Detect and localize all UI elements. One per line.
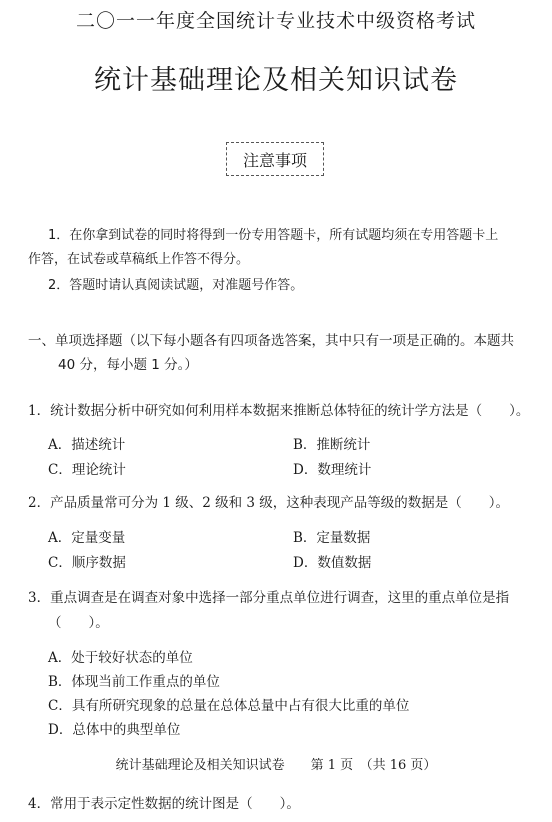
- notice-title-box: [226, 142, 324, 176]
- question-2-option-c: C．顺序数据: [48, 555, 126, 571]
- section-1-heading-line-2: 40 分，每小题 1 分。）: [58, 357, 198, 373]
- question-1-option-b: B．推断统计: [293, 437, 371, 453]
- exam-name-header: 二〇一一年度全国统计专业技术中级资格考试: [75, 10, 476, 32]
- question-2-option-a: A．定量变量: [48, 530, 126, 546]
- question-2-option-d: D．数值数据: [293, 555, 372, 571]
- paper-title: 统计基础理论及相关知识试卷: [94, 65, 458, 96]
- notice-title: 注意事项: [242, 150, 307, 170]
- notice-item-1-line-2: 作答，在试卷或草稿纸上作答不得分。: [28, 252, 250, 267]
- question-2-stem: 2．产品质量常可分为 1 级、2 级和 3 级，这种表现产品等级的数据是（ ）。: [28, 495, 510, 511]
- question-2-option-b: B．定量数据: [293, 530, 371, 546]
- question-1-option-d: D．数理统计: [293, 462, 372, 478]
- question-1-option-a: A．描述统计: [48, 437, 126, 453]
- notice-item-1-line-1: 1．在你拿到试卷的同时将得到一份专用答题卡，所有试题均须在专用答题卡上: [48, 228, 499, 243]
- question-3-option-d: D．总体中的典型单位: [48, 722, 181, 738]
- question-3-stem-line-1: 3．重点调查是在调查对象中选择一部分重点单位进行调查，这里的重点单位是指: [28, 590, 510, 606]
- page-footer: 统计基础理论及相关知识试卷 第 1 页 （共 16 页）: [115, 758, 437, 773]
- question-4-stem: 4．常用于表示定性数据的统计图是（ ）。: [28, 796, 300, 812]
- notice-item-2: 2．答题时请认真阅读试题，对准题号作答。: [48, 278, 304, 293]
- section-1-heading-line-1: 一、单项选择题（以下每小题各有四项备选答案，其中只有一项是正确的。本题共: [28, 333, 514, 349]
- question-3-option-c: C．具有所研究现象的总量在总体总量中占有很大比重的单位: [48, 698, 410, 714]
- question-3-option-b: B．体现当前工作重点的单位: [48, 674, 220, 690]
- question-1-option-c: C．理论统计: [48, 462, 126, 478]
- question-3-option-a: A．处于较好状态的单位: [48, 650, 193, 666]
- question-1-stem: 1．统计数据分析中研究如何利用样本数据来推断总体特征的统计学方法是（ ）。: [28, 403, 530, 419]
- question-3-stem-line-2: （ ）。: [48, 615, 109, 631]
